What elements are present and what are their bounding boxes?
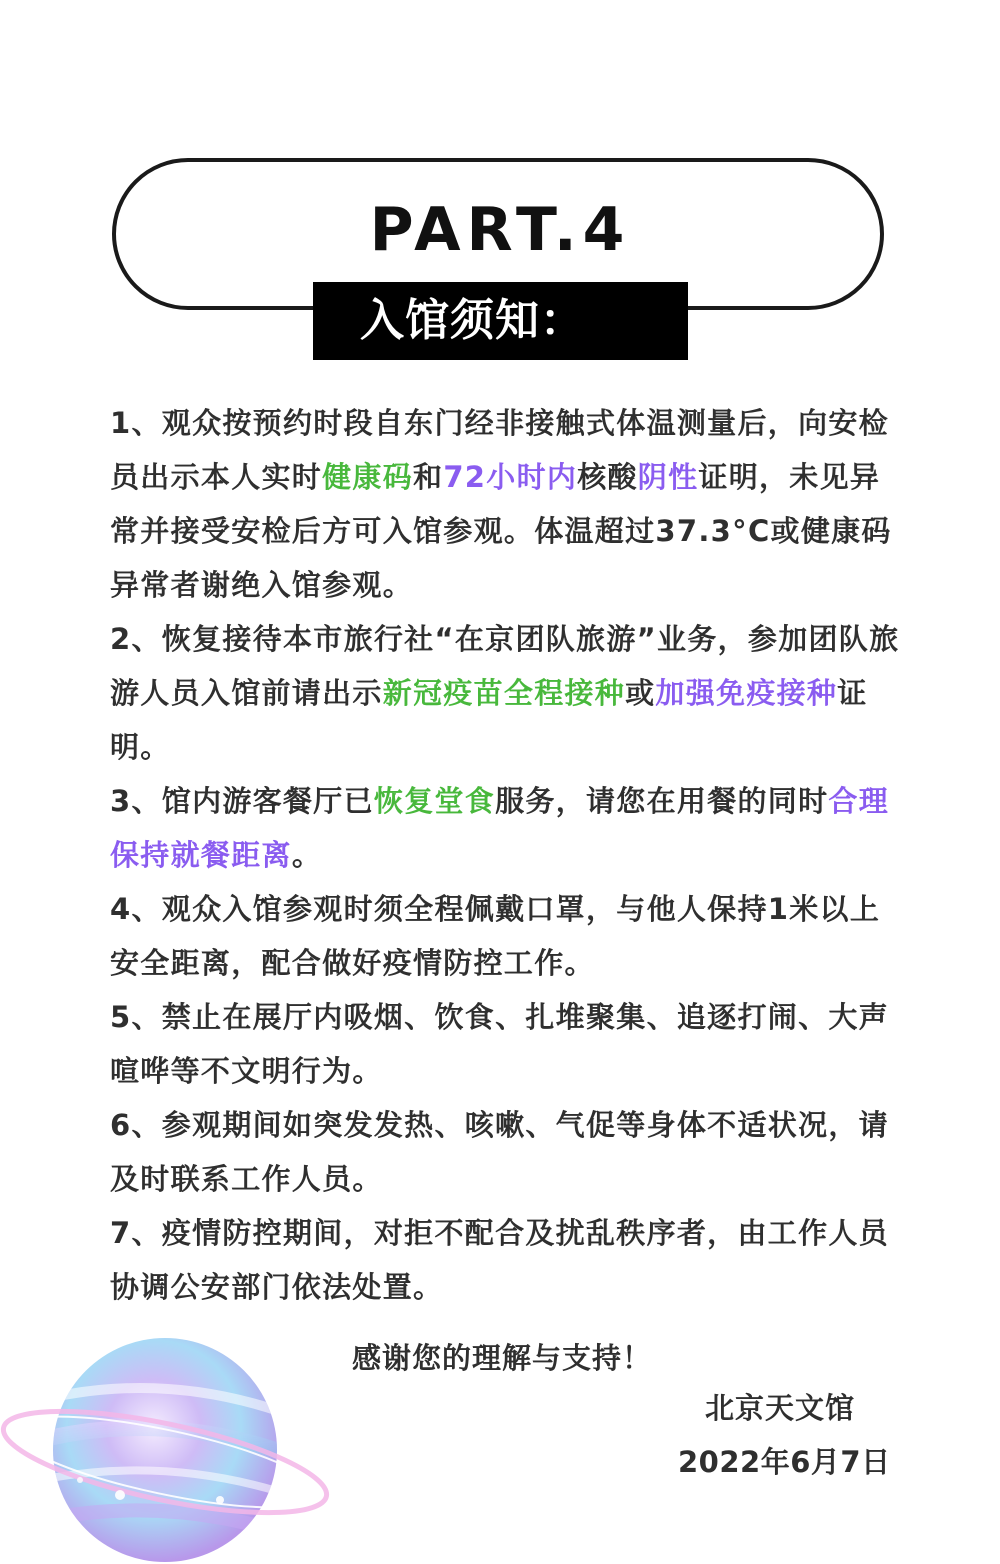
- rule-highlight: 加强免疫接种: [655, 676, 838, 710]
- rule-text: 1、观众按预约时段自东门经非接触式体温测量后，向安检员出示本人实时: [110, 406, 889, 494]
- rule-item: [110, 1206, 900, 1314]
- rule-text: 或: [625, 676, 656, 710]
- rule-item: [110, 1098, 900, 1206]
- planet-with-ring-icon: [0, 1330, 340, 1564]
- rule-text: 服务，请您在用餐的同时: [495, 784, 829, 818]
- rule-text: 证明。: [110, 676, 868, 764]
- rule-text: 2、恢复接待本市旅行社“在京团队旅游”业务，参加团队旅游人员入馆前请出示: [110, 622, 900, 710]
- rules-list: [110, 396, 900, 1314]
- organization-name: 北京天文馆: [705, 1391, 856, 1425]
- rule-text: 6、参观期间如突发发热、咳嗽、气促等身体不适状况，请及时联系工作人员。: [110, 1108, 889, 1196]
- part-title: PART.4: [369, 195, 631, 265]
- subtitle: 入馆须知：: [360, 295, 585, 346]
- notice-date: 2022年6月7日: [678, 1445, 891, 1479]
- rule-item: [110, 774, 900, 882]
- rule-highlight: 恢复堂食: [373, 784, 496, 818]
- thanks-text: 感谢您的理解与支持！: [352, 1341, 653, 1375]
- rule-text: 4、观众入馆参观时须全程佩戴口罩，与他人保持1米以上安全距离，配合做好疫情防控工作。: [110, 892, 881, 980]
- rule-highlight: 新冠疫苗全程接种: [382, 676, 626, 710]
- rule-text: 7、疫情防控期间，对拒不配合及扰乱秩序者，由工作人员协调公安部门依法处置。: [110, 1216, 889, 1304]
- rule-highlight: 合理保持就餐距离: [110, 784, 890, 872]
- rule-text: 和: [413, 460, 444, 494]
- rule-highlight: 阴性: [637, 460, 699, 494]
- rule-text: 5、禁止在展厅内吸烟、饮食、扎堆聚集、追逐打闹、大声喧哗等不文明行为。: [110, 1000, 889, 1088]
- rule-text: 。: [291, 838, 323, 872]
- rule-highlight: 72小时内: [443, 460, 578, 494]
- rule-item: [110, 990, 900, 1098]
- rule-item: [110, 396, 900, 612]
- rule-item: [110, 882, 900, 990]
- rule-highlight: 健康码: [322, 460, 414, 494]
- rule-item: [110, 612, 900, 774]
- rule-text: 核酸: [577, 460, 638, 494]
- rule-text: 证明，未见异常并接受安检后方可入馆参观。体温超过37.3°C或健康码异常者谢绝入馆参观。: [110, 460, 892, 602]
- rule-text: 3、馆内游客餐厅已: [110, 784, 374, 818]
